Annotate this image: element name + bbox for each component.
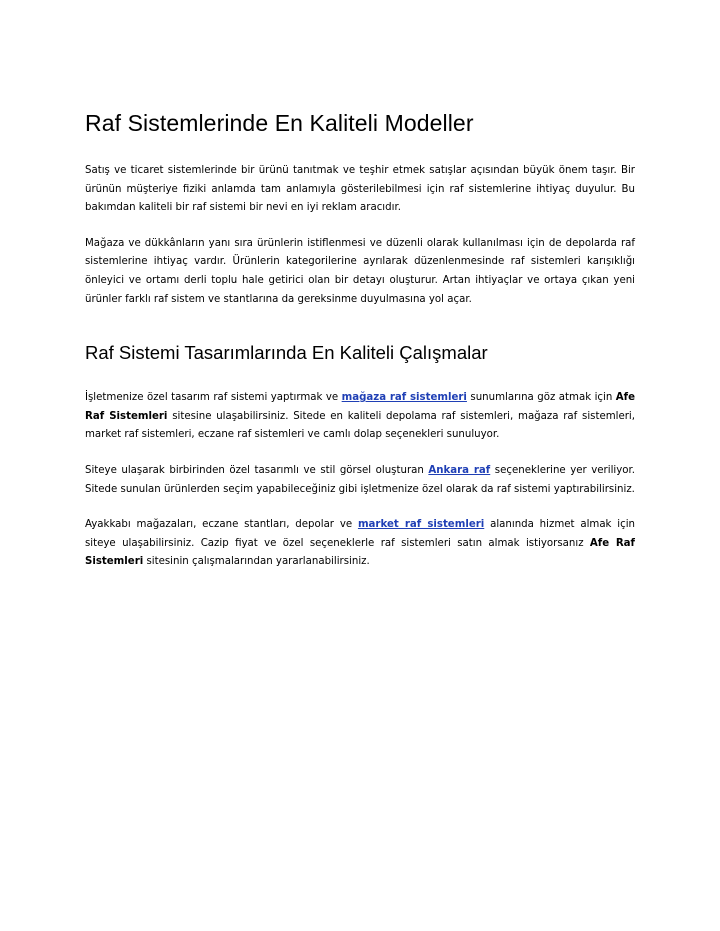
paragraph-ankara-text-2: seçeneklerine yer veriliyor. Sitede sunulan ürünlerden seçim yapabileceğiniz gibi işletmenize özel olarak da raf sistemi yaptırabilirsiniz. — [85, 464, 635, 495]
paragraph-market-text-1: Ayakkabı mağazaları, eczane stantları, depolar ve — [85, 519, 358, 531]
ankara-raf-link[interactable]: Ankara raf — [428, 464, 491, 476]
paragraph-ankara — [85, 462, 635, 499]
magaza-raf-sistemleri-link[interactable]: mağaza raf sistemleri — [341, 392, 467, 404]
paragraph-market — [85, 516, 635, 572]
paragraph-design-text-2: sunumlarına göz atmak için — [466, 392, 616, 404]
paragraph-design-text-3: sitesine ulaşabilirsiniz. Sitede en kaliteli depolama raf sistemleri, mağaza raf sistemleri, market raf sistemleri, eczane raf sistemleri ve camlı dolap seçenekleri sunuluyor. — [85, 410, 636, 441]
paragraph-warehouse: Mağaza ve dükkânların yanı sıra ürünlerin istiflenmesi ve düzenli olarak kullanılması için de depolarda raf sistemlerine ihtiyaç vardır. Ürünlerin kategorilerine ayrılarak düzenlenmesinde raf sistemleri karışıklığı önleyici ve ortamı derli toplu hale getirici olan bir detayı oluşturur. Artan ihtiyaçlar ve ortaya çıkan yeni ürünler farklı raf sistem ve stantlarına da gereksinme duyulmasına yol açar. — [85, 237, 635, 305]
paragraph-intro: Satış ve ticaret sistemlerinde bir ürünü tanıtmak ve teşhir etmek satışlar açısından büyük önem taşır. Bir ürünün müşteriye fiziki anlamda tam anlamıyla gösterilebilmesi için raf sistemlerine ihtiyaç duyulur. Bu bakımdan kaliteli bir raf sistemi bir nevi en iyi reklam aracıdır. — [85, 165, 635, 214]
document-page — [85, 108, 635, 589]
paragraph-market-text-2: alanında hizmet almak için siteye ulaşabilirsiniz. Cazip fiyat ve özel seçeneklerle raf sistemleri satın almak istiyorsanız — [85, 519, 636, 549]
paragraph-ankara-text-1: Siteye ulaşarak birbirinden özel tasarımlı ve stil görsel oluşturan — [85, 464, 429, 476]
paragraph-design — [85, 389, 635, 445]
section-subtitle: Raf Sistemi Tasarımlarında En Kaliteli Çalışmalar — [85, 342, 488, 364]
afe-raf-sistemleri-bold: Afe Raf Sistemleri — [85, 392, 635, 422]
market-raf-sistemleri-link[interactable]: market raf sistemleri — [357, 519, 485, 531]
afe-raf-sistemleri-bold-2: Afe Raf Sistemleri — [85, 537, 635, 568]
document-title: Raf Sistemlerinde En Kaliteli Modeller — [85, 110, 474, 136]
paragraph-design-text-1: İşletmenize özel tasarım raf sistemi yaptırmak ve — [85, 392, 342, 404]
paragraph-market-text-3: sitesinin çalışmalarından yararlanabilirsiniz. — [143, 556, 370, 568]
